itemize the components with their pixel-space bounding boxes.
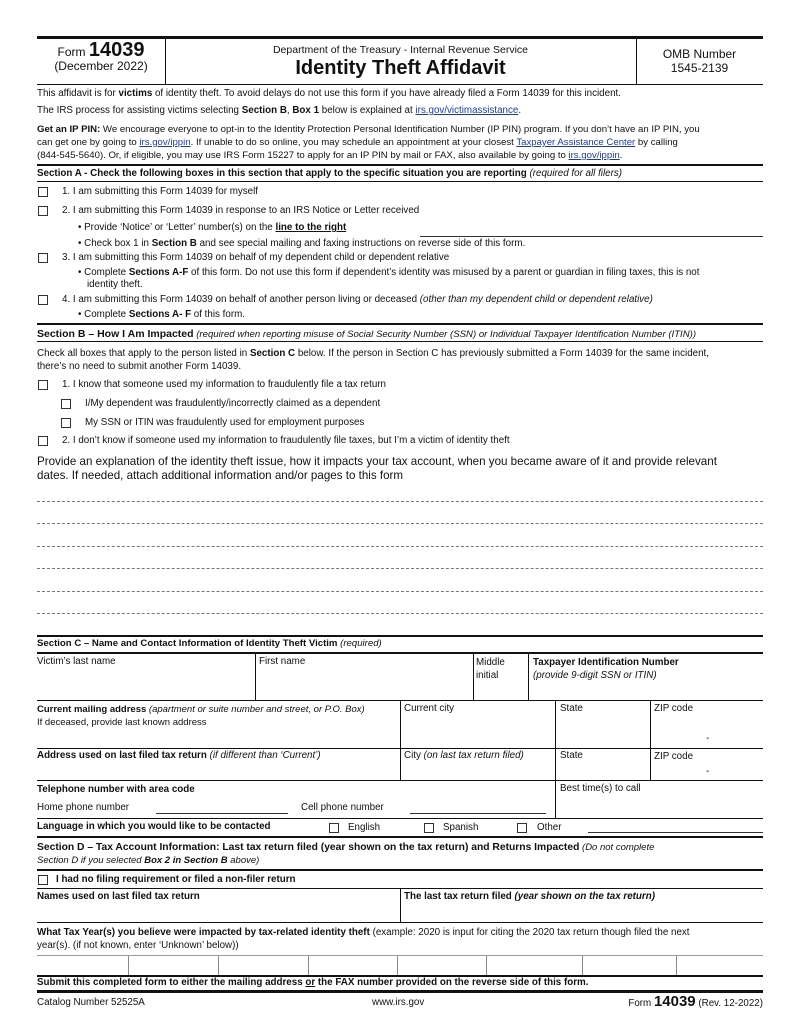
omb-block <box>636 47 763 75</box>
best-time-field[interactable]: Best time(s) to call <box>560 783 641 794</box>
explanation-line[interactable] <box>37 568 763 569</box>
tax-year-input[interactable] <box>486 956 582 975</box>
english-label: English <box>348 822 381 833</box>
rule <box>37 922 763 923</box>
section-a-item-1: 1. I am submitting this Form 14039 for myself <box>62 186 259 197</box>
employment-misuse-checkbox[interactable] <box>61 418 71 428</box>
employment-misuse-label: My SSN or ITIN was fraudulently used for employment purposes <box>85 417 365 428</box>
rule <box>37 869 763 871</box>
section-b-instructions: Check all boxes that apply to the person listed in Section C below. If the person in Section C has previously submitted a Form 14039 for the same incident, there’s no need to submit another Form 14039. <box>37 348 709 372</box>
section-b-checkbox-2[interactable] <box>38 436 48 446</box>
tax-year-input[interactable] <box>37 956 128 975</box>
explanation-line[interactable] <box>37 613 763 614</box>
zip-field[interactable]: ZIP code <box>654 703 694 714</box>
section-b-item-2: 2. I don’t know if someone used my information to fraudulently file taxes, but I’m a victim of identity theft <box>62 435 510 446</box>
rule <box>37 323 763 325</box>
victim-assistance-link[interactable]: irs.gov/victimassistance <box>415 105 519 116</box>
form-word: Form <box>57 45 86 59</box>
section-b-item-1: 1. I know that someone used my information to fraudulently file a tax return <box>62 379 387 390</box>
section-a-item-2-bullet-1: • Provide ‘Notice’ or ‘Letter’ number(s) on the line to the right <box>78 222 347 233</box>
zip-separator: - <box>706 733 710 744</box>
section-a-item-2-bullet-2: • Check box 1 in Section B and see special mailing and faxing instructions on reverse side of this form. <box>78 238 526 249</box>
spanish-label: Spanish <box>443 822 479 833</box>
catalog-number: Catalog Number 52525A <box>37 997 145 1008</box>
section-a-checkbox-2[interactable] <box>38 206 48 216</box>
state-field[interactable]: State <box>560 703 583 714</box>
rule <box>37 84 763 85</box>
first-name-field[interactable]: First name <box>259 656 306 667</box>
section-a-item-4: 4. I am submitting this Form 14039 on behalf of another person living or deceased (other than my dependent child or dependent relative) <box>62 294 653 305</box>
rule <box>37 341 763 342</box>
section-b-checkbox-1[interactable] <box>38 380 48 390</box>
home-phone-label: Home phone number <box>37 802 130 813</box>
section-a-item-4-bullet: • Complete Sections A- F of this form. <box>78 309 245 320</box>
section-b-title: Section B – How I Am Impacted (required when reporting misuse of Social Security Number (SSN) or Individual Taxpayer Identification Number (ITIN)) <box>37 328 697 340</box>
section-a-checkbox-3[interactable] <box>38 253 48 263</box>
form-id <box>37 39 165 73</box>
rule <box>37 780 763 781</box>
section-a-checkbox-4[interactable] <box>38 295 48 305</box>
cell-phone-label: Cell phone number <box>301 802 384 813</box>
last-zip-field[interactable]: ZIP code <box>654 751 694 762</box>
section-c-title: Section C – Name and Contact Information of Identity Theft Victim (required) <box>37 638 382 649</box>
website: www.irs.gov <box>372 997 425 1008</box>
last-state-field[interactable]: State <box>560 750 583 761</box>
explanation-line[interactable] <box>37 501 763 502</box>
section-d-title: Section D – Tax Account Information: Last tax return filed (year shown on the tax return) and Returns Impacted (Do not complete Section D if you selected Box 2 in Section B above) <box>37 842 655 866</box>
rule <box>37 652 763 654</box>
section-a-title: Section A - Check the following boxes in this section that apply to the specific situation you are reporting (required for all filers) <box>37 168 623 179</box>
language-label: Language in which you would like to be contacted <box>37 821 271 832</box>
notice-number-line[interactable] <box>420 236 763 237</box>
rule <box>37 181 763 182</box>
explanation-line[interactable] <box>37 546 763 547</box>
rule <box>37 748 763 749</box>
rule <box>37 164 763 166</box>
top-rule <box>37 36 763 39</box>
last-name-field[interactable]: Victim’s last name <box>37 656 116 667</box>
middle-initial-field[interactable]: Middle initial <box>476 657 505 681</box>
home-phone-input[interactable] <box>156 813 288 814</box>
page-title: Identity Theft Affidavit <box>295 57 506 79</box>
spanish-checkbox[interactable] <box>424 823 434 833</box>
names-used-field[interactable]: Names used on last filed tax return <box>37 891 200 902</box>
mailing-address-field[interactable]: Current mailing address (apartment or suite number and street, or P.O. Box) If deceased, provide last known address <box>37 704 365 728</box>
other-language-input[interactable] <box>588 832 763 833</box>
section-a-item-2: 2. I am submitting this Form 14039 in response to an IRS Notice or Letter received <box>62 205 420 216</box>
last-return-field[interactable]: The last tax return filed (year shown on the tax return) <box>404 891 655 902</box>
impacted-years-label: What Tax Year(s) you believe were impacted by tax-related identity theft (example: 2020 is input for citing the 2020 tax return though filed the next year(s). (if not known, enter ‘Unknown’ below)) <box>37 927 690 951</box>
intro-line-1: This affidavit is for victims of identity theft. To avoid delays do not use this form if you have already filed a Form 14039 for this incident. <box>37 88 621 99</box>
last-address-field[interactable]: Address used on last filed tax return (if different than ‘Current’) <box>37 750 321 761</box>
tax-year-input[interactable] <box>582 956 676 975</box>
dependent-claimed-checkbox[interactable] <box>61 399 71 409</box>
submit-instructions: Submit this completed form to either the mailing address or the FAX number provided on the reverse side of this form. <box>37 977 589 988</box>
cell-phone-input[interactable] <box>410 813 546 814</box>
zip-separator: - <box>706 766 710 777</box>
tax-year-input[interactable] <box>397 956 486 975</box>
ippin-link[interactable]: irs.gov/ippin <box>139 137 191 148</box>
ippin-link-2[interactable]: irs.gov/ippin <box>568 150 620 161</box>
english-checkbox[interactable] <box>329 823 339 833</box>
rule <box>37 635 763 637</box>
current-city-field[interactable]: Current city <box>404 703 455 714</box>
explanation-line[interactable] <box>37 523 763 524</box>
no-filing-checkbox[interactable] <box>38 875 48 885</box>
section-a-item-3-bullet: • Complete Sections A-F of this form. Do not use this form if dependent’s identity was misused by a parent or guardian in filing taxes, this is not identity theft. <box>78 267 700 290</box>
dependent-claimed-label: I/My dependent was fraudulently/incorrectly claimed as a dependent <box>85 398 381 409</box>
tin-field[interactable]: Taxpayer Identification Number (provide 9-digit SSN or ITIN) <box>533 657 679 681</box>
last-city-field[interactable]: City (on last tax return filed) <box>404 750 524 761</box>
omb-label: OMB Number <box>662 47 737 61</box>
section-a-checkbox-1[interactable] <box>38 187 48 197</box>
rule <box>37 836 763 838</box>
other-label: Other <box>537 822 562 833</box>
explanation-line[interactable] <box>37 591 763 592</box>
other-checkbox[interactable] <box>517 823 527 833</box>
tax-year-input[interactable] <box>128 956 218 975</box>
section-a-item-3: 3. I am submitting this Form 14039 on behalf of my dependent child or dependent relative <box>62 252 450 263</box>
form-number: 14039 <box>88 39 145 61</box>
tax-year-input[interactable] <box>308 956 397 975</box>
rule <box>37 818 763 819</box>
footer-form-id: Form 14039 (Rev. 12-2022) <box>628 993 763 1010</box>
phone-label: Telephone number with area code <box>37 784 195 795</box>
ippin-paragraph: Get an IP PIN: We encourage everyone to opt-in to the Identity Protection Personal Identification Number (IP PIN) program. If you don’t have an IP PIN, you can get one by going to irs.gov/ippin. If unable to do so online, you may schedule an appointment at your closest Taxpayer Assistance Center by calling (844-545-5640). Or, if eligible, you may use IRS Form 15227 to apply for an IP PIN by mail or FAX, also available by going to irs.gov/ippin. <box>37 124 700 161</box>
omb-number: 1545-2139 <box>670 61 729 75</box>
no-filing-label: I had no filing requirement or filed a non-filer return <box>56 874 296 885</box>
explanation-prompt: Provide an explanation of the identity theft issue, how it impacts your tax account, when you became aware of it and provide relevant dates. If needed, attach additional information and/or pages to this form <box>37 455 717 482</box>
tac-link[interactable]: Taxpayer Assistance Center <box>516 137 636 148</box>
intro-line-2: The IRS process for assisting victims selecting Section B, Box 1 below is explained at irs.gov/victimassistance. <box>37 105 522 116</box>
agency-name: Department of the Treasury - Internal Revenue Service <box>272 44 529 56</box>
form-date: (December 2022) <box>54 59 148 73</box>
tax-year-input[interactable] <box>676 956 763 975</box>
tax-year-input[interactable] <box>218 956 308 975</box>
